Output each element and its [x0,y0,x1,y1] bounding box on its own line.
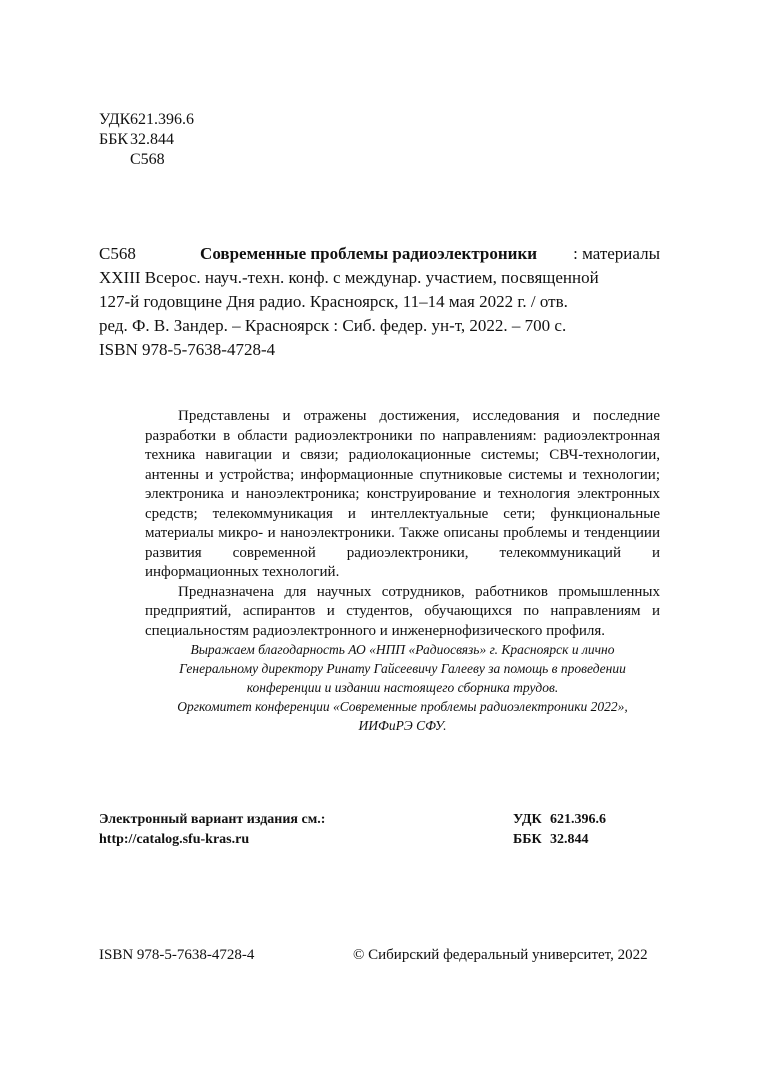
record-line-2: XXIII Всерос. науч.-техн. конф. с междунар. участием, посвященной [99,268,599,287]
footer-isbn: ISBN 978-5-7638-4728-4 [99,947,255,963]
record-line-1 [99,242,660,266]
bbk-right-label: ББК [513,831,542,847]
bbk-value: 32.844 [130,131,174,148]
electronic-label: Электронный вариант издания см.: [99,812,326,827]
record-code: С568 [99,244,136,263]
udk-label: УДК [99,111,131,128]
bbk-label: ББК [99,131,129,148]
record-line-4: ред. Ф. В. Зандер. – Красноярск : Сиб. федер. ун-т, 2022. – 700 с. [99,316,567,335]
udk-right-value: 621.396.6 [550,812,606,827]
udk-right-row [513,810,606,830]
record-title: Современные проблемы радиоэлектроники [200,244,538,263]
udk-right-block [513,810,606,849]
acknowledgement [99,640,706,735]
ack-line-1: Выражаем благодарность АО «НПП «Радиосвязь» г. Красноярск и лично [190,642,615,657]
annotation-paragraph-2: Предназначена для научных сотрудников, работников промышленных предприятий, аспирантов и студентов, обучающихся по направлениям и специальностям радиоэлектронного и инженернофизического профиля. [145,583,660,639]
annotation [145,407,660,641]
bbk-row [99,130,194,150]
udk-block [99,110,194,170]
footer-copyright: © Сибирский федеральный университет, 2022 [353,947,648,963]
ack-line-4: Оргкомитет конференции «Современные проблемы радиоэлектроники 2022», [177,699,628,714]
author-sign-row [99,150,194,170]
ack-line-2: Генеральному директору Ринату Гайсеевичу Галееву за помощь в проведении [179,661,626,676]
ack-line-3: конференции и издании настоящего сборника трудов. [246,680,559,695]
record-isbn: ISBN 978-5-7638-4728-4 [99,340,276,359]
udk-value: 621.396.6 [130,111,194,128]
record-line-1-rest: : материалы [556,244,660,263]
udk-right-label: УДК [513,812,542,827]
electronic-url[interactable]: http://catalog.sfu-kras.ru [99,831,250,847]
bbk-right-row [513,830,606,850]
bibliographic-record [99,242,660,362]
annotation-paragraph-1: Представлены и отражены достижения, исследования и последние разработки в области радиоэлектроники по направлениям: радиоэлектронная техника навигации и связи; радиолокационные системы; СВЧ-технологии, антенны и устройства; информационные спутниковые системы и технологии; электроника и наноэлектроника; конструирование и технология электронных средств; телекоммуникация и интеллектуальные сети; функциональные материалы микро- и наноэлектроники. Также описаны проблемы и тенденциии развития современной радиоэлектроники, телекоммуникаций и информационных технологий. [145,408,660,580]
electronic-version [99,810,325,849]
ack-line-5: ИИФиРЭ СФУ. [358,718,447,733]
record-line-3: 127-й годовщине Дня радио. Красноярск, 11–14 мая 2022 г. / отв. [99,292,568,311]
udk-row [99,110,194,130]
bbk-right-value: 32.844 [550,831,589,847]
author-sign: С568 [130,151,165,168]
